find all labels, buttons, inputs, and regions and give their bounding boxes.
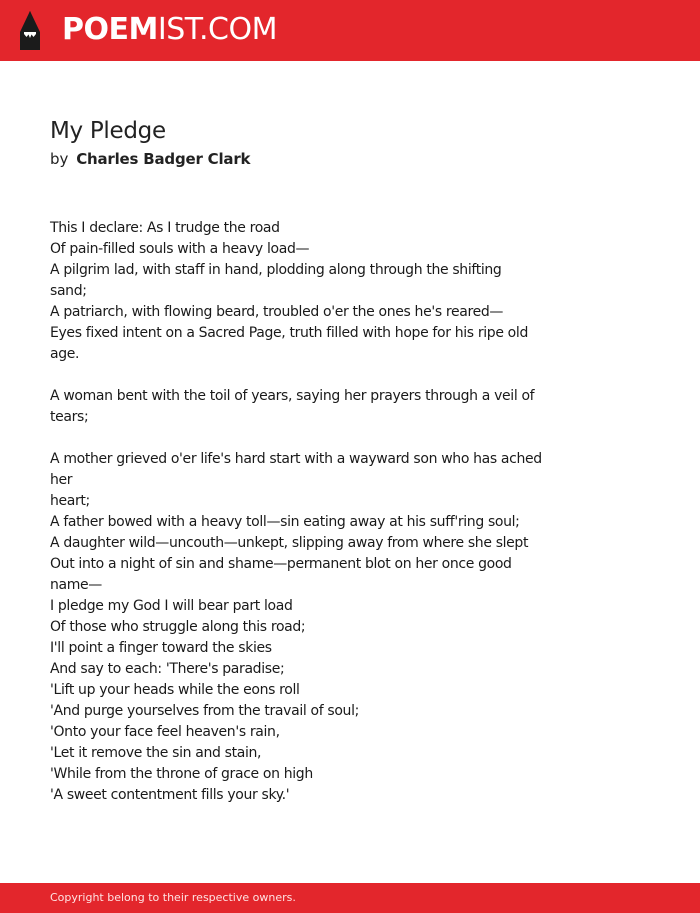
poem-line: sand;	[50, 283, 87, 299]
copyright-text: Copyright belong to their respective owners.	[50, 891, 296, 904]
logo-light-text: IST.COM	[157, 12, 277, 47]
poem-line: A father bowed with a heavy toll—sin eating away at his suff'ring soul;	[50, 514, 520, 530]
stanza-break	[50, 428, 570, 449]
pencil-tip-icon[interactable]	[18, 10, 42, 52]
poem-line: I pledge my God I will bear part load	[50, 598, 293, 614]
stanza-break	[50, 365, 570, 386]
poem-line: tears;	[50, 409, 89, 425]
site-header	[0, 0, 700, 61]
poem-line: her	[50, 472, 73, 488]
poem-body	[50, 218, 570, 806]
poem-line: A patriarch, with flowing beard, troubled o'er the ones he's reared—	[50, 304, 504, 320]
poem-title: My Pledge	[50, 118, 166, 144]
poem-line: Out into a night of sin and shame—permanent blot on her once good	[50, 556, 512, 572]
logo-bold-text: POEM	[62, 12, 158, 47]
poem-line: 'Lift up your heads while the eons roll	[50, 682, 300, 698]
poem-line: name—	[50, 577, 102, 593]
byline	[50, 148, 250, 170]
poem-line: Eyes fixed intent on a Sacred Page, truth filled with hope for his ripe old	[50, 325, 528, 341]
poem-line: 'Let it remove the sin and stain,	[50, 745, 262, 761]
poem-line: And say to each: 'There's paradise;	[50, 661, 285, 677]
poem-line: A daughter wild—uncouth—unkept, slipping away from where she slept	[50, 535, 529, 551]
author-name: Charles Badger Clark	[76, 150, 251, 168]
poem-line: A woman bent with the toil of years, saying her prayers through a veil of	[50, 388, 535, 404]
poem-line: 'And purge yourselves from the travail of soul;	[50, 703, 359, 719]
poem-line: I'll point a finger toward the skies	[50, 640, 272, 656]
poem-line: Of those who struggle along this road;	[50, 619, 306, 635]
site-footer	[0, 883, 700, 913]
poem-line: heart;	[50, 493, 90, 509]
poem-line: age.	[50, 346, 80, 362]
by-label: by	[50, 150, 69, 168]
poem-line: 'While from the throne of grace on high	[50, 766, 313, 782]
poem-line: 'Onto your face feel heaven's rain,	[50, 724, 280, 740]
site-logo[interactable]	[62, 12, 277, 48]
poem-line: A mother grieved o'er life's hard start with a wayward son who has ached	[50, 451, 542, 467]
poem-line: Of pain-filled souls with a heavy load—	[50, 241, 310, 257]
poem-line: 'A sweet contentment fills your sky.'	[50, 787, 290, 803]
poem-line: A pilgrim lad, with staff in hand, plodding along through the shifting	[50, 262, 502, 278]
poem-line: This I declare: As I trudge the road	[50, 220, 280, 236]
